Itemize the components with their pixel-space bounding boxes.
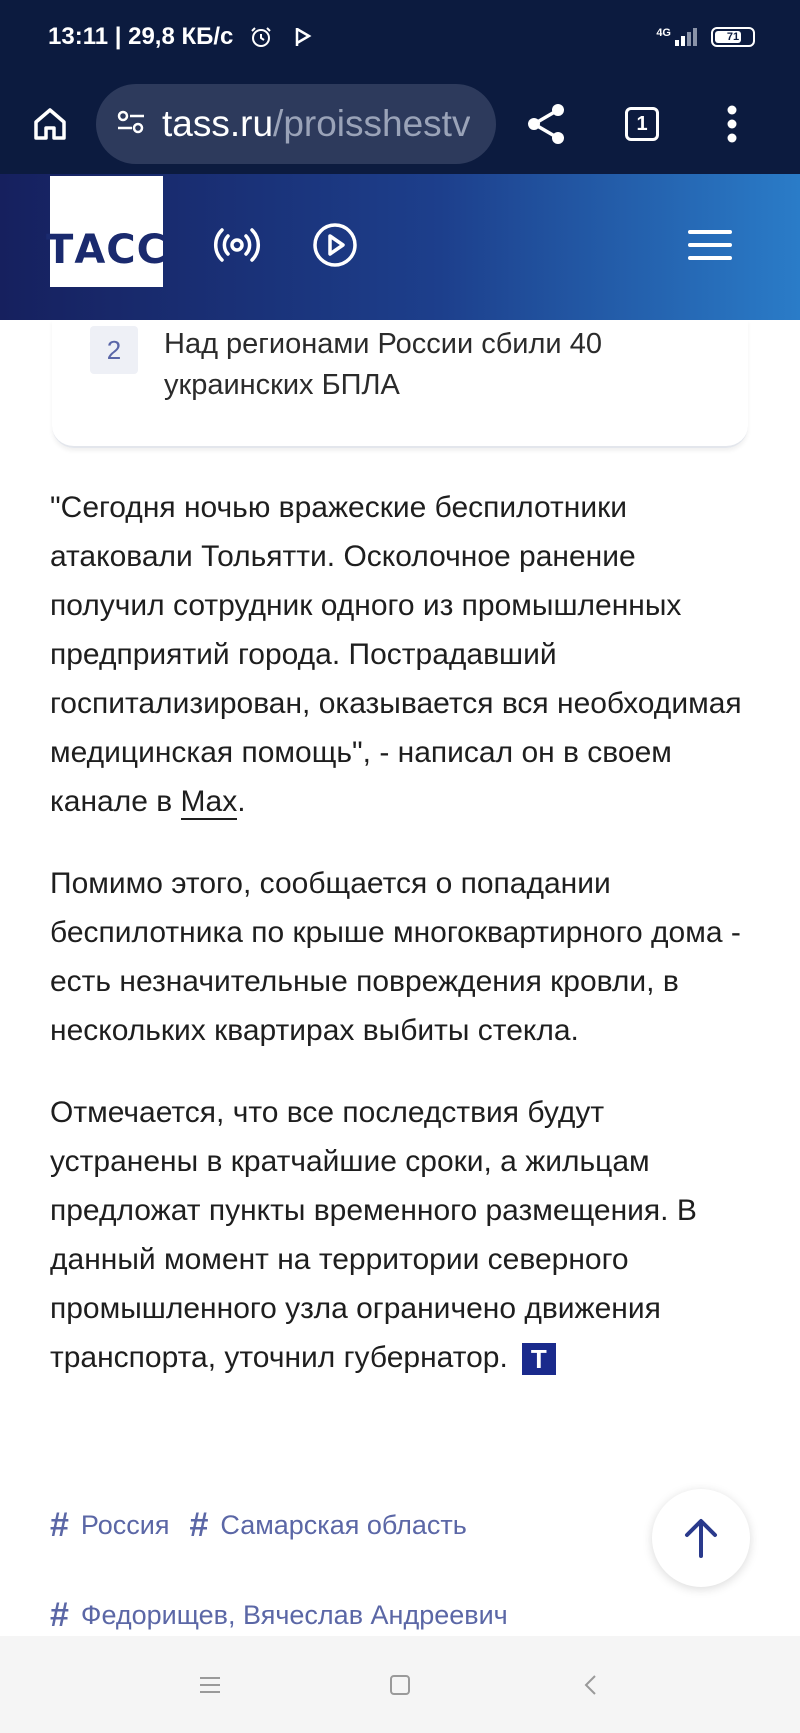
- site-menu-button[interactable]: [685, 220, 735, 270]
- tag-label: Федорищев, Вячеслав Андреевич: [80, 1599, 508, 1630]
- max-channel-link[interactable]: Max: [180, 785, 238, 818]
- tabs-button[interactable]: [620, 102, 664, 146]
- paragraph-end: .: [237, 785, 246, 818]
- share-button[interactable]: [524, 102, 568, 146]
- url-bar[interactable]: [96, 84, 496, 164]
- tag-samara-region[interactable]: [189, 1505, 466, 1545]
- network-label: 4G: [656, 27, 671, 39]
- hash-icon: #: [189, 1505, 209, 1544]
- recent-apps-button[interactable]: [195, 1670, 225, 1700]
- chevron-left-icon: [583, 1674, 597, 1696]
- tass-logo[interactable]: [46, 176, 167, 287]
- article-paragraph: Помимо этого, сообщается о попадании беспилотника по крыше многоквартирного дома - есть незначительные повреждения кровли, в нескольких квартирах выбиты стекла.: [50, 867, 741, 1047]
- logo-text: ТАСС: [46, 227, 167, 273]
- battery-text: 71: [726, 31, 740, 43]
- tag-label: Самарская область: [220, 1509, 467, 1540]
- share-icon: [526, 103, 566, 145]
- back-nav-button[interactable]: [575, 1670, 605, 1700]
- site-settings-icon[interactable]: [116, 108, 146, 141]
- system-nav-bar: [0, 1636, 800, 1733]
- browser-toolbar: [0, 74, 800, 174]
- url-domain: tass.ru: [162, 103, 274, 144]
- scroll-to-top-button[interactable]: [652, 1489, 750, 1587]
- tags-list: [50, 1505, 670, 1635]
- hash-icon: #: [50, 1595, 69, 1634]
- broadcast-icon: [213, 225, 261, 265]
- browser-menu-button[interactable]: [710, 102, 754, 146]
- related-number: 2: [90, 326, 138, 374]
- arrow-up-icon: [683, 1518, 719, 1558]
- url-path: /proisshestv: [273, 103, 471, 144]
- signal-icon: [656, 28, 697, 46]
- alarm-icon: [247, 23, 275, 51]
- tag-russia[interactable]: [50, 1505, 169, 1545]
- related-title[interactable]: Над регионами России сбили 40 украинских БПЛА: [164, 328, 602, 401]
- tab-count: 1: [625, 107, 659, 141]
- more-vert-icon: [726, 104, 738, 144]
- video-play-button[interactable]: [310, 220, 360, 270]
- article-body: [50, 483, 750, 1382]
- tass-end-mark-icon: Т: [522, 1343, 556, 1375]
- hamburger-icon: [688, 228, 732, 262]
- article-paragraph: [50, 1088, 750, 1382]
- related-news-card[interactable]: [52, 320, 748, 448]
- tag-fedorishchev[interactable]: [50, 1595, 508, 1635]
- menu-lines-icon: [199, 1676, 221, 1694]
- status-bar: [0, 0, 800, 74]
- play-circle-icon: [311, 221, 359, 269]
- battery-icon: [711, 27, 755, 47]
- hash-icon: #: [50, 1505, 69, 1544]
- home-icon: [30, 104, 70, 144]
- home-nav-button[interactable]: [385, 1670, 415, 1700]
- paragraph-text: Отмечается, что все последствия будут устранены в кратчайшие сроки, а жильцам предложат пункты временного размещения. В данный момент на территории северного промышленного узла ограничено движения транспорта, уточнил губернатор.: [50, 1096, 697, 1374]
- article-paragraph: [50, 483, 750, 826]
- url-text: [162, 103, 470, 145]
- home-button[interactable]: [28, 102, 72, 146]
- paragraph-text: "Сегодня ночью вражеские беспилотники атаковали Тольятти. Осколочное ранение получил сотрудник одного из промышленных предприятий города. Пострадавший госпитализирован, оказывается вся необходимая медицинская помощь", - написал он в своем канале в: [50, 491, 742, 818]
- radio-broadcast-button[interactable]: [212, 220, 262, 270]
- status-time-speed: 13:11 | 29,8 КБ/с: [48, 23, 234, 50]
- square-icon: [389, 1674, 411, 1696]
- site-header: [0, 174, 800, 320]
- location-arrow-icon: [289, 23, 317, 51]
- tag-label: Россия: [80, 1509, 170, 1540]
